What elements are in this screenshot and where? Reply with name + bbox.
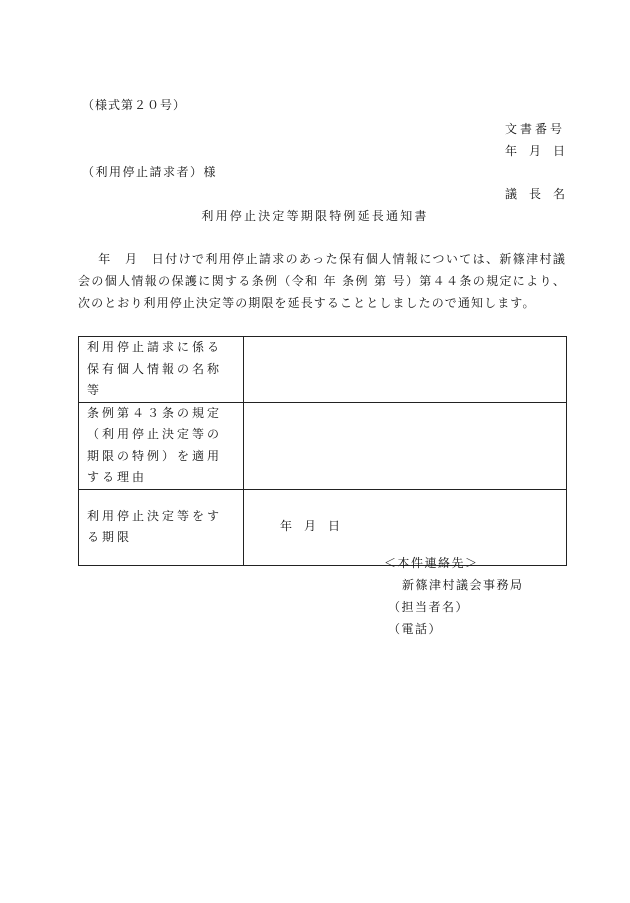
table-row: [79, 337, 567, 403]
row-label-reason: 条例第４３条の規定（利用停止決定等の期限の特例）を適用する理由: [79, 402, 244, 489]
row-value-reason[interactable]: [244, 402, 567, 489]
row-value-deadline[interactable]: 年 月 日: [244, 489, 567, 565]
info-table: [78, 336, 567, 566]
contact-office: 新篠津村議会事務局: [402, 578, 524, 592]
form-number: （様式第２０号）: [82, 98, 187, 112]
body-paragraph: 年 月 日付けで利用停止請求のあった保有個人情報については、新篠津村議会の個人情報の保護に関する条例（令和 年 条例 第 号）第４４条の規定により、次のとおり利用停止決定等の期限を延長することとしましたので通知します。: [78, 252, 566, 310]
addressee: （利用停止請求者）様: [82, 165, 218, 179]
table-row: [79, 402, 567, 489]
row-label-deadline: 利用停止決定等をする期限: [79, 489, 244, 565]
sender-name: 議 長 名: [504, 187, 565, 201]
contact-person: （担当者名）: [388, 600, 470, 614]
contact-phone: （電話）: [388, 622, 443, 636]
row-label-info-name: 利用停止請求に係る保有個人情報の名称等: [79, 337, 244, 403]
body-paragraph-container: [78, 248, 566, 314]
document-title: 利用停止決定等期限特例延長通知書: [201, 209, 429, 223]
issue-date: 年 月 日: [504, 144, 565, 158]
contact-heading: ＜本件連絡先＞: [384, 556, 479, 570]
document-number: 文書番号: [504, 122, 565, 136]
row-value-info-name[interactable]: [244, 337, 567, 403]
contact-block: [384, 552, 524, 640]
